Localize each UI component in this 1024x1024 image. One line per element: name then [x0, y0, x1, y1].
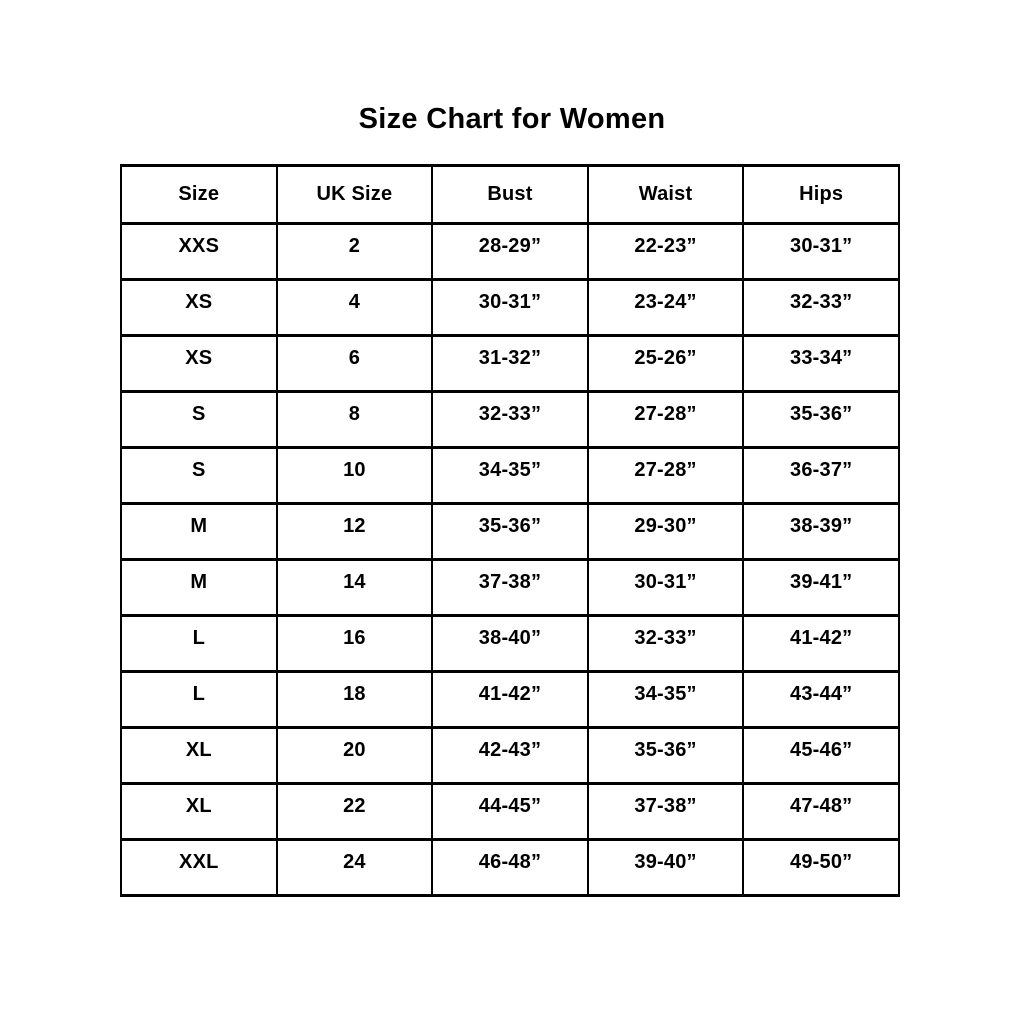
table-cell: S — [121, 392, 277, 448]
page-title: Size Chart for Women — [358, 103, 666, 135]
table-cell: M — [121, 504, 277, 560]
table-cell: 35-36” — [588, 728, 744, 784]
table-cell: 27-28” — [588, 392, 744, 448]
table-row — [121, 280, 899, 336]
table-row — [121, 504, 899, 560]
table-cell: 47-48” — [743, 784, 899, 840]
size-chart-table — [120, 164, 900, 897]
table-cell: 35-36” — [743, 392, 899, 448]
table-row — [121, 392, 899, 448]
table-cell: 29-30” — [588, 504, 744, 560]
table-cell: 18 — [277, 672, 433, 728]
column-header-size: Size — [121, 166, 277, 224]
table-cell: XXL — [121, 840, 277, 896]
table-cell: 25-26” — [588, 336, 744, 392]
table-cell: 39-41” — [743, 560, 899, 616]
table-cell: 33-34” — [743, 336, 899, 392]
table-cell: 32-33” — [588, 616, 744, 672]
table-cell: 35-36” — [432, 504, 588, 560]
table-cell: 43-44” — [743, 672, 899, 728]
column-header-uk-size: UK Size — [277, 166, 433, 224]
table-cell: 23-24” — [588, 280, 744, 336]
table-cell: 8 — [277, 392, 433, 448]
header-row — [121, 166, 899, 224]
table-cell: 32-33” — [743, 280, 899, 336]
table-cell: XS — [121, 336, 277, 392]
table-row — [121, 336, 899, 392]
table-cell: 39-40” — [588, 840, 744, 896]
table-cell: 16 — [277, 616, 433, 672]
table-cell: 38-40” — [432, 616, 588, 672]
table-cell: S — [121, 448, 277, 504]
table-cell: 44-45” — [432, 784, 588, 840]
table-cell: 41-42” — [743, 616, 899, 672]
column-header-bust: Bust — [432, 166, 588, 224]
table-row — [121, 784, 899, 840]
table-cell: 6 — [277, 336, 433, 392]
table-cell: 2 — [277, 224, 433, 280]
table-cell: 45-46” — [743, 728, 899, 784]
table-cell: L — [121, 616, 277, 672]
table-row — [121, 560, 899, 616]
table-cell: 12 — [277, 504, 433, 560]
table-cell: 34-35” — [432, 448, 588, 504]
table-cell: M — [121, 560, 277, 616]
table-body — [121, 224, 899, 896]
table-cell: 42-43” — [432, 728, 588, 784]
table-row — [121, 224, 899, 280]
table-cell: 34-35” — [588, 672, 744, 728]
table-cell: 41-42” — [432, 672, 588, 728]
column-header-hips: Hips — [743, 166, 899, 224]
table-cell: L — [121, 672, 277, 728]
table-header — [121, 166, 899, 224]
table-cell: 24 — [277, 840, 433, 896]
table-cell: XXS — [121, 224, 277, 280]
table-cell: 30-31” — [743, 224, 899, 280]
table-row — [121, 616, 899, 672]
table-row — [121, 840, 899, 896]
table-cell: XS — [121, 280, 277, 336]
table-cell: 38-39” — [743, 504, 899, 560]
table-cell: 4 — [277, 280, 433, 336]
table-cell: 30-31” — [432, 280, 588, 336]
table-cell: 32-33” — [432, 392, 588, 448]
table-cell: 49-50” — [743, 840, 899, 896]
table-cell: XL — [121, 728, 277, 784]
table-row — [121, 672, 899, 728]
table-cell: 22 — [277, 784, 433, 840]
table-cell: 37-38” — [588, 784, 744, 840]
table-cell: 37-38” — [432, 560, 588, 616]
table-cell: 31-32” — [432, 336, 588, 392]
table-cell: 27-28” — [588, 448, 744, 504]
table-cell: 22-23” — [588, 224, 744, 280]
table-cell: 14 — [277, 560, 433, 616]
table-cell: 30-31” — [588, 560, 744, 616]
table-cell: 10 — [277, 448, 433, 504]
column-header-waist: Waist — [588, 166, 744, 224]
table-cell: 20 — [277, 728, 433, 784]
table-cell: 46-48” — [432, 840, 588, 896]
table-cell: 28-29” — [432, 224, 588, 280]
table-row — [121, 448, 899, 504]
table-cell: 36-37” — [743, 448, 899, 504]
table-cell: XL — [121, 784, 277, 840]
table-row — [121, 728, 899, 784]
